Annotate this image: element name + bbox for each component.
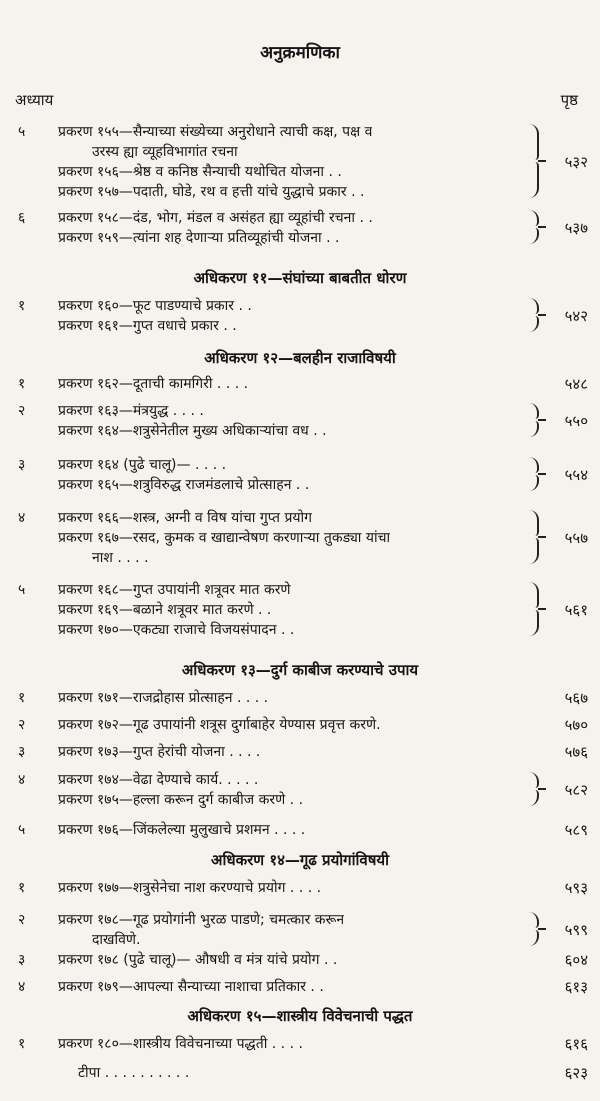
- toc-entry: प्रकरण १५७—पदाती, घोडे, रथ व हत्ती यांचे युद्धाचे प्रकार . .: [58, 184, 365, 200]
- chapter-number: ३: [18, 744, 26, 760]
- toc-entry: प्रकरण १६७—रसद, कुमक व खाद्यान्वेषण करणाऱ्या तुकड्या यांचा: [58, 530, 391, 546]
- section-heading: अधिकरण ११—संघांच्या बाबतीत धोरण: [193, 269, 407, 287]
- brace-upper: [525, 298, 539, 314]
- chapter-number: २: [18, 912, 26, 928]
- chapter-number: ४: [18, 979, 26, 995]
- toc-entry: प्रकरण १८०—शास्त्रीय विवेचनाच्या पद्धती . . . .: [58, 1036, 303, 1052]
- section-heading: अधिकरण १४—गूढ प्रयोगांविषयी: [211, 851, 389, 869]
- brace-tip: [538, 226, 546, 228]
- toc-entry: उरस्य ह्या व्यूहविभागांत रचना: [92, 144, 238, 160]
- toc-entry: प्रकरण १५८—दंड, भोग, मंडल व असंहत ह्या व्यूहांची रचना . .: [58, 210, 373, 226]
- chapter-number: ५: [18, 124, 26, 140]
- brace-upper: [525, 772, 539, 788]
- chapter-number: १: [18, 690, 26, 706]
- chapter-number: १: [18, 376, 26, 392]
- brace-lower: [525, 228, 539, 244]
- page-number: ५८२: [564, 781, 588, 799]
- toc-entry: प्रकरण १७४—वेढा देण्याचे कार्य. . . . .: [58, 772, 259, 788]
- page-number: ५९९: [564, 921, 588, 939]
- page-number: ५५७: [564, 529, 588, 547]
- brace-upper: [525, 582, 539, 608]
- toc-entry: प्रकरण १७७—शत्रुसेनेचा नाश करण्याचे प्रयोग . . . .: [58, 880, 322, 896]
- brace-upper: [525, 124, 539, 160]
- toc-entry: प्रकरण १६९—बळाने शत्रूवर मात करणे . .: [58, 602, 272, 618]
- page-number: ५७०: [564, 716, 588, 734]
- toc-entry: टीपा . . . . . . . . . .: [78, 1065, 190, 1081]
- chapter-number: ४: [18, 772, 26, 788]
- toc-entry: प्रकरण १६८—गुप्त उपायांनी शत्रूवर मात करणे: [58, 582, 291, 598]
- toc-entry: प्रकरण १७५—हल्ला करून दुर्ग काबीज करणे . .: [58, 792, 304, 808]
- toc-entry: प्रकरण १६०—फूट पाडण्याचे प्रकार . .: [58, 298, 252, 314]
- brace-tip: [538, 608, 546, 610]
- section-heading: अधिकरण १२—बलहीन राजाविषयी: [204, 349, 396, 367]
- chapter-number: ३: [18, 457, 26, 473]
- brace-lower: [525, 610, 539, 636]
- section-heading: अधिकरण १५—शास्त्रीय विवेचनाची पद्धत: [187, 1007, 413, 1025]
- page-number: ६०४: [564, 951, 588, 969]
- page-number: ५५४: [564, 466, 588, 484]
- toc-entry: प्रकरण १७०—एकट्या राजाचे विजयसंपादन . .: [58, 622, 295, 638]
- brace-lower: [525, 538, 539, 564]
- chapter-number: ६: [18, 210, 26, 226]
- toc-entry: प्रकरण १७९—आपल्या सैन्याच्या नाशाचा प्रतिकार . .: [58, 979, 324, 995]
- brace-lower: [525, 162, 539, 198]
- brace-tip: [538, 536, 546, 538]
- chapter-number: ५: [18, 822, 26, 838]
- page-number: ५४८: [564, 375, 588, 393]
- chapter-column-header: अध्याय: [15, 91, 54, 109]
- toc-entry: प्रकरण १६५—शत्रुविरुद्ध राजमंडलाचे प्रोत्साहन . .: [58, 477, 310, 493]
- chapter-number: १: [18, 880, 26, 896]
- toc-entry: प्रकरण १६४ (पुढे चालू)— . . . .: [58, 457, 227, 473]
- brace-tip: [538, 473, 546, 475]
- chapter-number: १: [18, 298, 26, 314]
- chapter-number: ४: [18, 510, 26, 526]
- toc-entry: प्रकरण १६३—मंत्रयुद्ध . . . .: [58, 403, 204, 419]
- brace-upper: [525, 912, 539, 928]
- toc-entry: प्रकरण १५५—सैन्याच्या संख्येच्या अनुरोधाने त्याची कक्ष, पक्ष व: [58, 124, 373, 140]
- brace-lower: [525, 316, 539, 332]
- toc-entry: प्रकरण १७१—राजद्रोहास प्रोत्साहन . . . .: [58, 690, 269, 706]
- page-title: अनुक्रमणिका: [260, 43, 340, 63]
- toc-entry: प्रकरण १७८ (पुढे चालू)— औषधी व मंत्र यांचे प्रयोग . .: [58, 952, 338, 968]
- toc-entry: प्रकरण १६१—गुप्त वधाचे प्रकार . .: [58, 318, 237, 334]
- page-number: ५३७: [564, 219, 588, 237]
- toc-entry: प्रकरण १६४—शत्रुसेनेतील मुख्य अधिकाऱ्यांचा वध . .: [58, 423, 327, 439]
- page-number: ५४२: [564, 307, 588, 325]
- toc-entry: प्रकरण १७३—गुप्त हेरांची योजना . . . .: [58, 744, 261, 760]
- brace-tip: [538, 160, 546, 162]
- brace-upper: [525, 210, 539, 226]
- brace-tip: [538, 788, 546, 790]
- toc-entry: प्रकरण १७६—जिंकलेल्या मुलुखाचे प्रशमन . . . .: [58, 822, 306, 838]
- brace-upper: [525, 510, 539, 536]
- brace-lower: [525, 790, 539, 806]
- toc-entry: प्रकरण १७२—गूढ उपायांनी शत्रूस दुर्गाबाहेर येण्यास प्रवृत्त करणे.: [58, 717, 381, 733]
- chapter-number: २: [18, 403, 26, 419]
- page-column-header: पृष्ठ: [560, 91, 578, 109]
- brace-tip: [538, 419, 546, 421]
- toc-entry: प्रकरण १६६—शस्त्र, अग्नी व विष यांचा गुप्त प्रयोग: [58, 510, 313, 526]
- page-number: ५३२: [564, 153, 588, 171]
- toc-entry: प्रकरण १५६—श्रेष्ठ व कनिष्ठ सैन्याची यथोचित योजना . .: [58, 164, 342, 180]
- page-number: ५९३: [564, 879, 588, 897]
- page-number: ५६७: [564, 689, 588, 707]
- brace-lower: [525, 475, 539, 491]
- page-number: ५७६: [564, 743, 588, 761]
- toc-entry: दाखविणे.: [92, 932, 141, 948]
- section-heading: अधिकरण १३—दुर्ग काबीज करण्याचे उपाय: [181, 661, 419, 679]
- page-number: ५८९: [564, 821, 588, 839]
- toc-entry: प्रकरण १७८—गूढ प्रयोगांनी भुरळ पाडणे; चमत्कार करून: [58, 912, 345, 928]
- chapter-number: २: [18, 717, 26, 733]
- page-number: ६२३: [564, 1064, 588, 1082]
- brace-tip: [538, 928, 546, 930]
- page-number: ६१६: [564, 1035, 588, 1053]
- page-number: ५५०: [564, 412, 588, 430]
- brace-tip: [538, 314, 546, 316]
- brace-lower: [525, 421, 539, 437]
- chapter-number: १: [18, 1036, 26, 1052]
- toc-entry: प्रकरण १६२—दूताची कामगिरी . . . .: [58, 376, 249, 392]
- chapter-number: ५: [18, 582, 26, 598]
- brace-upper: [525, 403, 539, 419]
- page-number: ६१३: [564, 978, 588, 996]
- brace-lower: [525, 930, 539, 946]
- chapter-number: ३: [18, 952, 26, 968]
- brace-upper: [525, 457, 539, 473]
- toc-entry: प्रकरण १५९—त्यांना शह देणाऱ्या प्रतिव्यूहांची योजना . .: [58, 230, 340, 246]
- page-number: ५६१: [564, 601, 588, 619]
- toc-entry: नाश . . . .: [92, 550, 149, 566]
